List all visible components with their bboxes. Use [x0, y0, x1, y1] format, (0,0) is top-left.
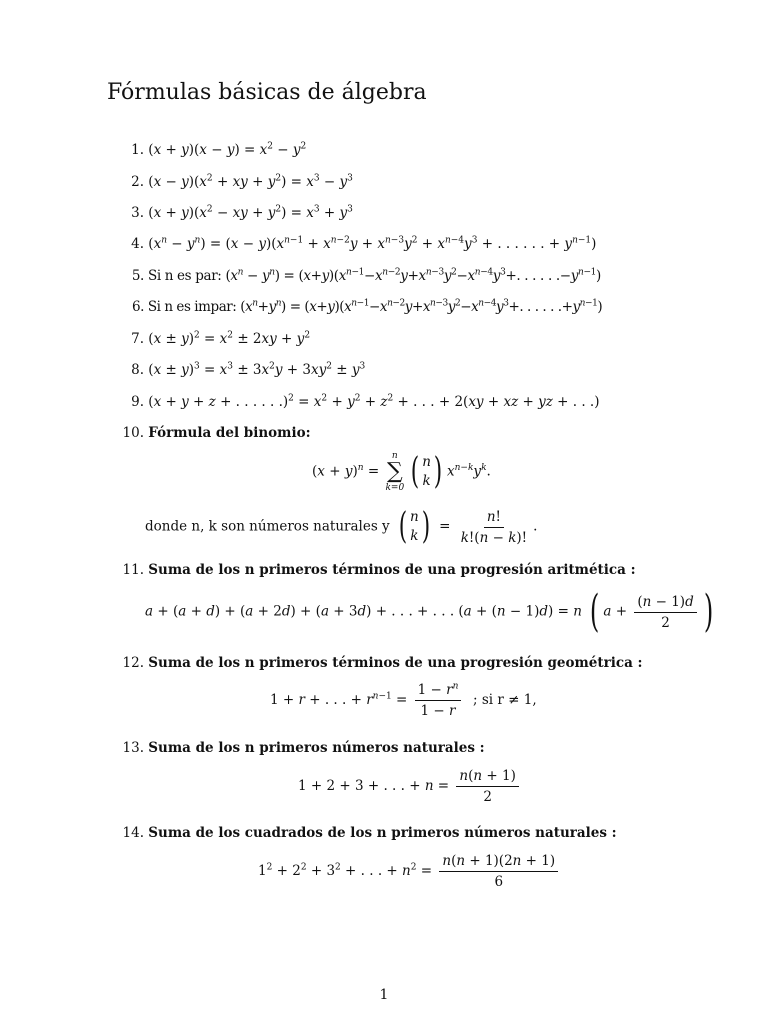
formula-prefix: Si n es impar:: [147, 299, 237, 315]
formula-expression: $(x \pm y)^2 = x^2 \pm 2xy + y^2$: [148, 330, 311, 347]
item-number: 8.: [131, 362, 144, 378]
item-number: 1.: [131, 142, 144, 158]
formula-9: [118, 393, 599, 411]
section-heading: Suma de los n primeros términos de una progresión aritmética :: [148, 562, 636, 578]
formula-expression: $(x + y)(x^2$ − xy + $y^2) = x^3 + y^3$: [148, 204, 353, 221]
item-10-heading: [118, 424, 311, 442]
formula-3: [118, 204, 353, 222]
binomial-definition: donde n, k son números naturales y ( n k ) = $\frac{n!}{k!(n - k)!}$ .: [145, 506, 538, 547]
item-number: 11.: [122, 562, 144, 578]
item-number: 4.: [131, 236, 144, 252]
geometric-sum-formula: 1 + r + . . . + $r^{n-1}$ = $\frac{1 - r^n}{1 - r}$ ; si r ≠ 1,: [270, 681, 537, 719]
section-heading: Suma de los n primeros números naturales :: [148, 740, 485, 756]
item-12-heading: [118, 654, 643, 672]
geometric-condition: ; si r ≠ 1,: [473, 692, 537, 708]
formula-1: [118, 141, 306, 159]
section-heading: Fórmula del binomio:: [148, 425, 311, 441]
section-heading: Suma de los n primeros términos de una progresión geométrica :: [148, 655, 643, 671]
formula-expression: $(x^n - y^n) = (x - y)(x^{n-1} + x^{n-2}y + x^{n-3}y^2 + x^{n-4}y^3$ + . . . . . . + $y^{n-1}$): [148, 235, 597, 252]
squares-sum-formula: $1^2 + 2^2 + 3^2$ + . . . + $n^2$ = $\frac{n(n + 1)(2n + 1)}{6}$: [258, 853, 561, 890]
summation-symbol: n ∑ k=0: [385, 451, 405, 493]
arithmetic-sum-formula: a + (a + d) + (a + 2d) + (a + 3d) + . . . + . . . (a + (n − 1)d) = n ( a + $\frac{(n - 1)d}{2}$ ): [145, 586, 714, 637]
item-number: 12.: [122, 655, 144, 671]
formula-6: [118, 298, 602, 316]
item-number: 14.: [122, 825, 144, 841]
item-number: 7.: [131, 331, 144, 347]
naturals-sum-formula: 1 + 2 + 3 + . . . + n = $\frac{n(n + 1)}{2}$: [298, 768, 522, 805]
formula-7: [118, 330, 310, 348]
formula-expression: $(x^n+y^n) = (x+y)(x^{n-1}-x^{n-2}y+x^{n-3}y^2-x^{n-4}y^3+$. . . . . $.+y^{n-1}$): [240, 298, 603, 315]
formula-expression: (x + y + z + . . . . . $.)^2 = x^2 + y^2 + z^2$ + . . . + 2(xy + xz + yz + . . .): [148, 393, 600, 410]
fraction: $\frac{n(n + 1)}{2}$: [456, 768, 518, 805]
formula-expression: $(x^n - y^n) = (x+y)(x^{n-1}-x^{n-2}y+x^{n-3}y^2-x^{n-4}y^3+$. . . . . $.-y^{n-1}$): [225, 267, 601, 284]
formula-expression: $(x + y)(x - y) = x^2 - y^2$: [148, 141, 307, 158]
fraction: $\frac{n(n + 1)(2n + 1)}{6}$: [439, 853, 558, 890]
item-13-heading: [118, 739, 485, 757]
fraction: $\frac{n!}{k!(n - k)!}$: [460, 508, 528, 546]
page-number: 1: [379, 987, 389, 1003]
item-number: 13.: [122, 740, 144, 756]
item-11-heading: [118, 561, 636, 579]
page-title: Fórmulas básicas de álgebra: [107, 80, 427, 105]
formula-8: [118, 361, 365, 379]
item-number: 10.: [122, 425, 144, 441]
formula-expression: $(x \pm y)^3 = x^3 \pm 3x^2y + 3xy^2 \pm y^3$: [148, 361, 366, 378]
binomial-formula: $(x + y)^n$ = n ∑ k=0 ( n k ) $x^{n-k}y^k$.: [312, 451, 491, 493]
binomial-note: donde n, k son números naturales y: [145, 518, 390, 535]
formula-prefix: Si n es par:: [147, 268, 222, 284]
item-number: 6.: [132, 299, 144, 315]
formula-2: [118, 173, 353, 191]
section-heading: Suma de los cuadrados de los n primeros números naturales :: [148, 825, 617, 841]
formula-4: [118, 235, 596, 253]
binomial-coefficient: ( n k ): [410, 451, 443, 492]
formula-5: [118, 267, 601, 285]
item-14-heading: [118, 824, 617, 842]
item-number: 2.: [131, 174, 144, 190]
formula-expression: $(x - y)(x^2$ + xy + $y^2) = x^3 - y^3$: [148, 173, 353, 190]
item-number: 5.: [131, 268, 144, 284]
binomial-coefficient: ( n k ): [398, 506, 430, 547]
item-number: 9.: [131, 394, 144, 410]
item-number: 3.: [131, 205, 144, 221]
fraction: $\frac{(n - 1)d}{2}$: [634, 594, 696, 631]
fraction: $\frac{1 - r^n}{1 - r}$: [415, 682, 462, 719]
